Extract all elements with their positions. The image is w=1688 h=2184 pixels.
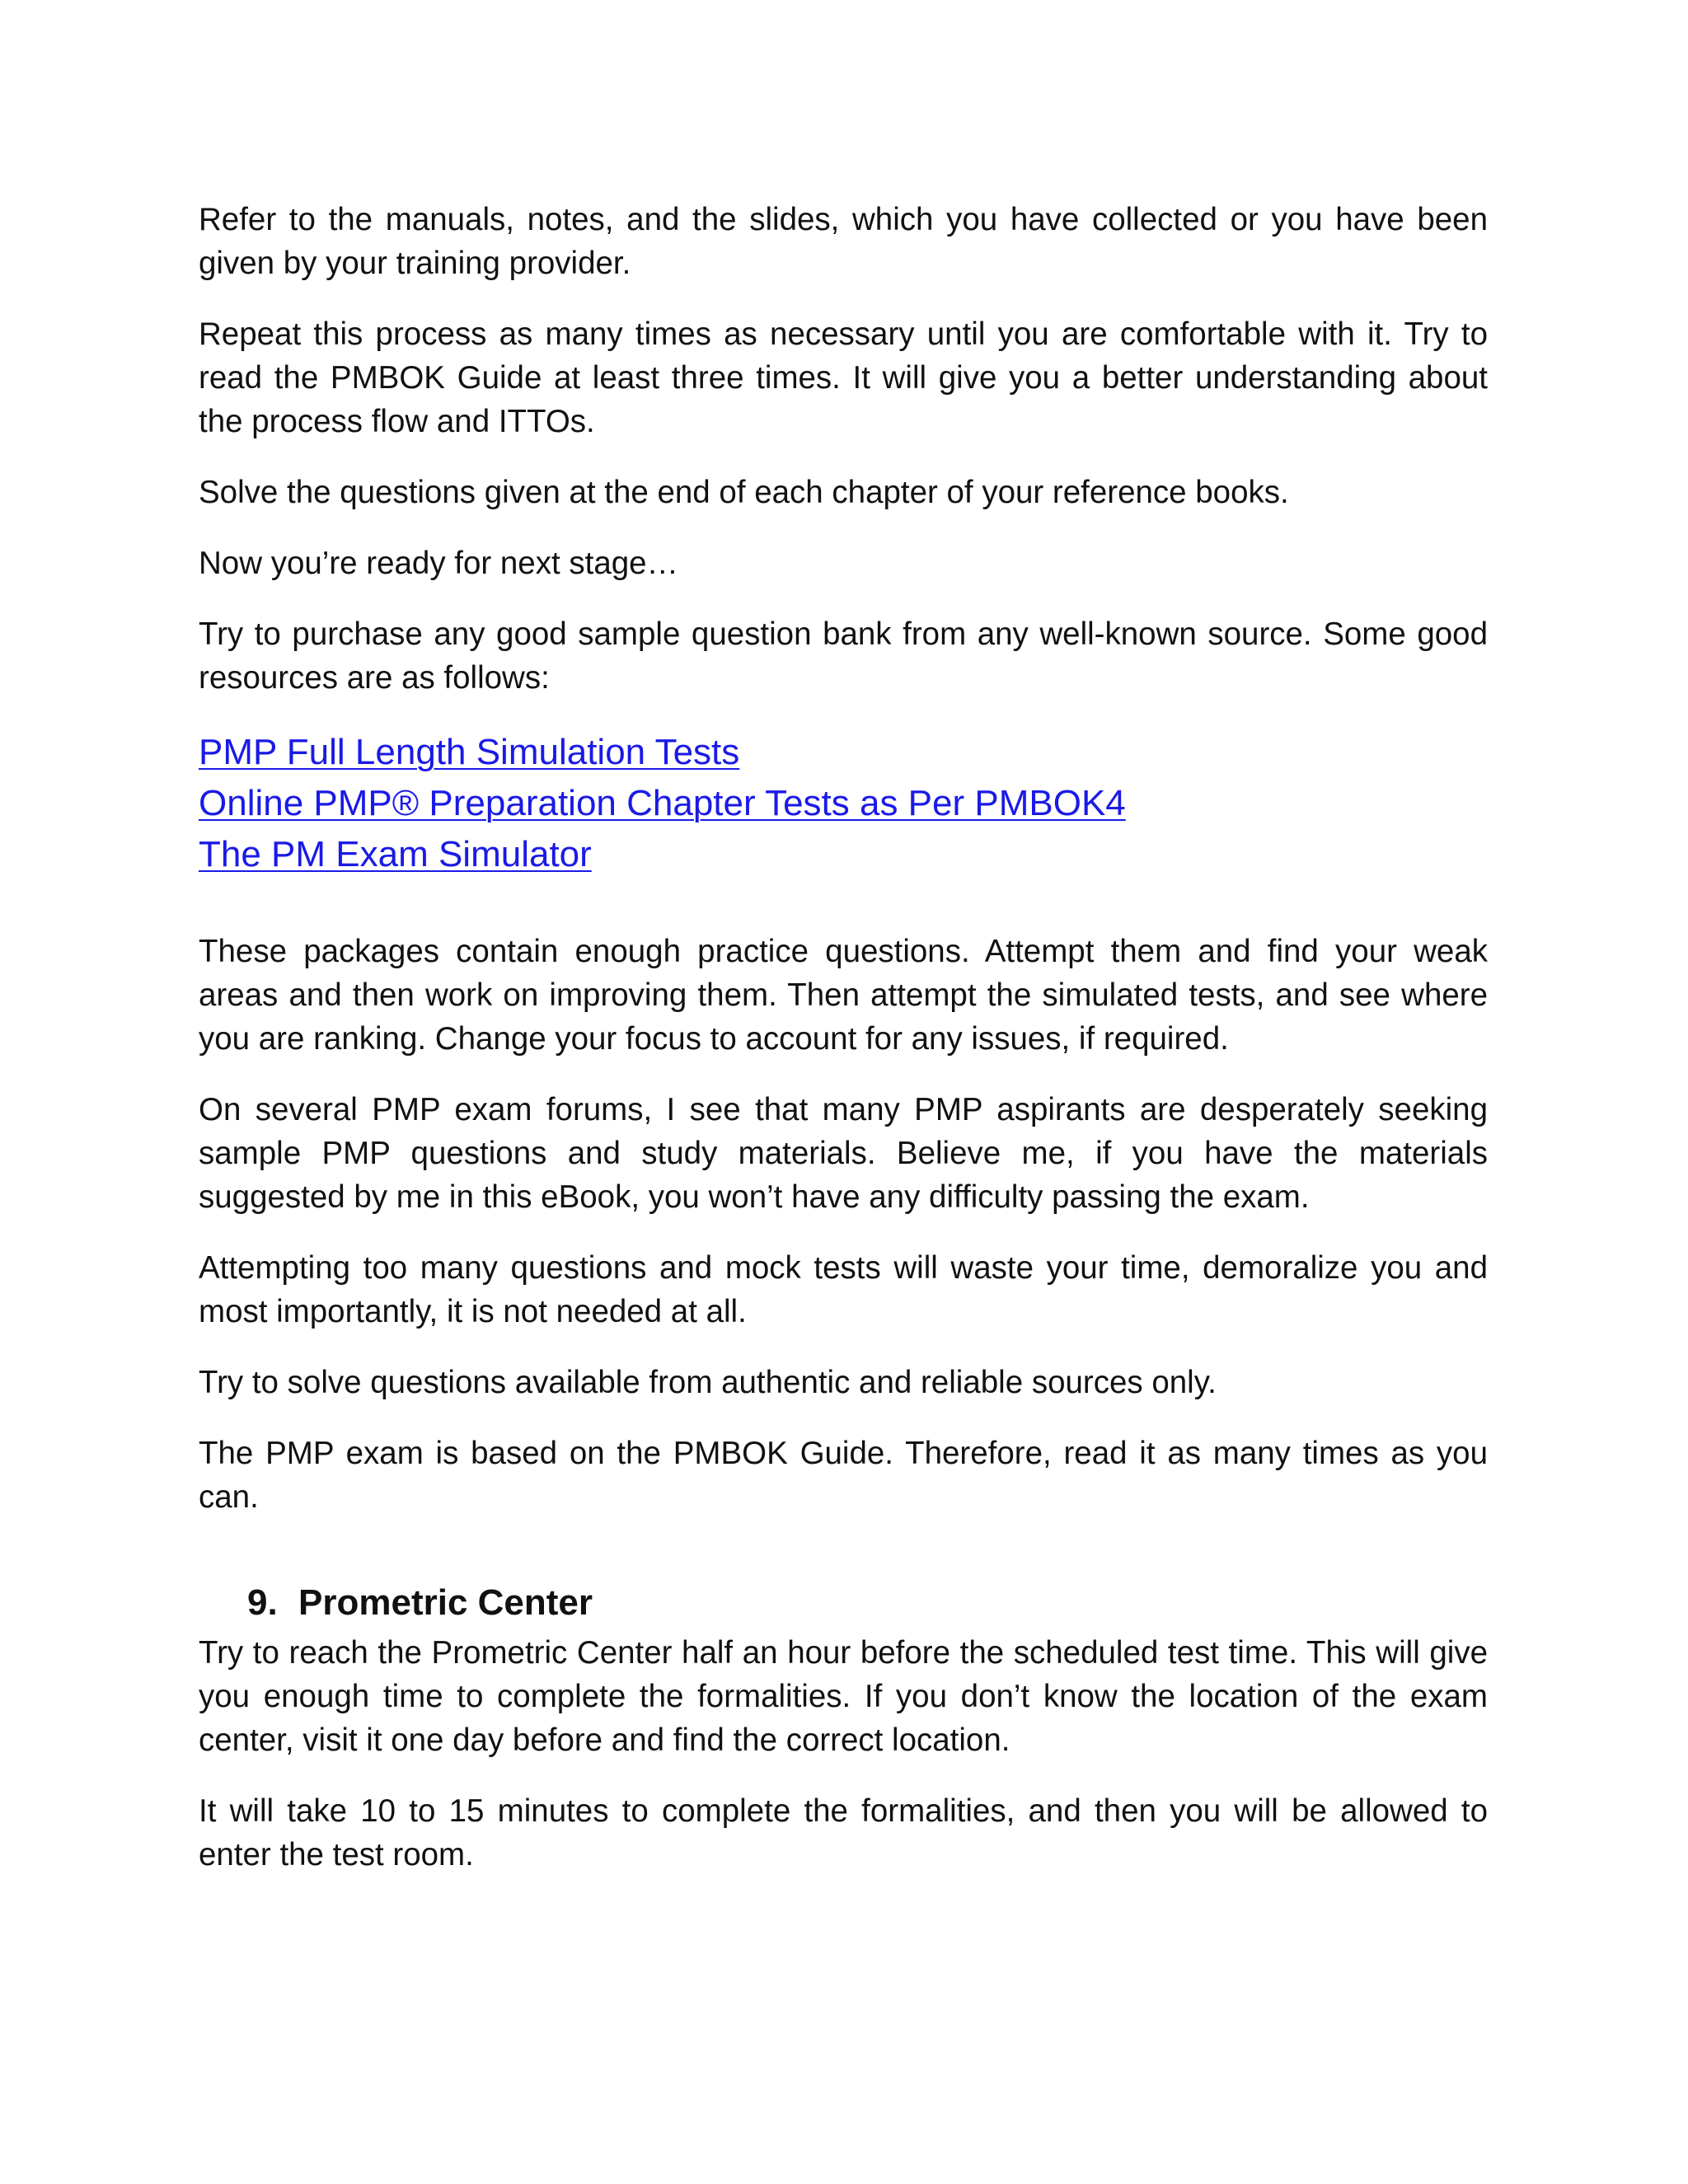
section-number: 9. bbox=[247, 1582, 278, 1623]
resource-links bbox=[199, 727, 1488, 880]
link-online-pmp-preparation-chapter-tests[interactable]: Online PMP® Preparation Chapter Tests as Per PMBOK4 bbox=[199, 783, 1126, 823]
link-pm-exam-simulator[interactable]: The PM Exam Simulator bbox=[199, 834, 592, 874]
paragraph-exam-forums: On several PMP exam forums, I see that many PMP aspirants are desperately seeking sample PMP questions and study materials. Believe me, if you have the materials suggested by me in this eBook, you won’t have any difficulty passing the exam. bbox=[199, 1092, 1488, 1215]
paragraph-next-stage: Now you’re ready for next stage… bbox=[199, 546, 679, 581]
section-title: Prometric Center bbox=[298, 1582, 593, 1623]
paragraph-formalities-time: It will take 10 to 15 minutes to complete the formalities, and then you will be allowed to enter the test room. bbox=[199, 1793, 1488, 1872]
paragraph-refer-manuals: Refer to the manuals, notes, and the slides, which you have collected or you have been given by your training provider. bbox=[199, 202, 1488, 281]
paragraph-purchase-question-bank: Try to purchase any good sample question bank from any well-known source. Some good resources are as follows: bbox=[199, 616, 1488, 696]
paragraph-repeat-process: Repeat this process as many times as necessary until you are comfortable with it. Try to read the PMBOK Guide at least three times. It will give you a better understanding about the process flow and ITTOs. bbox=[199, 316, 1488, 439]
paragraph-pmbok-based: The PMP exam is based on the PMBOK Guide. Therefore, read it as many times as you can. bbox=[199, 1436, 1488, 1515]
paragraph-authentic-sources: Try to solve questions available from authentic and reliable sources only. bbox=[199, 1365, 1217, 1400]
link-pmp-full-length-simulation-tests[interactable]: PMP Full Length Simulation Tests bbox=[199, 732, 740, 772]
section-heading bbox=[199, 1578, 1488, 1628]
paragraph-reach-prometric: Try to reach the Prometric Center half an hour before the scheduled test time. This will give you enough time to complete the formalities. If you don’t know the location of the exam center, visit it one day before and find the correct location. bbox=[199, 1635, 1488, 1758]
paragraph-solve-questions: Solve the questions given at the end of each chapter of your reference books. bbox=[199, 475, 1289, 510]
paragraph-packages-contain: These packages contain enough practice questions. Attempt them and find your weak areas and then work on improving them. Then attempt the simulated tests, and see where you are ranking. Change your focus to account for any issues, if required. bbox=[199, 934, 1488, 1057]
document-page bbox=[199, 198, 1488, 1904]
paragraph-too-many-questions: Attempting too many questions and mock tests will waste your time, demoralize you and most importantly, it is not needed at all. bbox=[199, 1250, 1488, 1329]
